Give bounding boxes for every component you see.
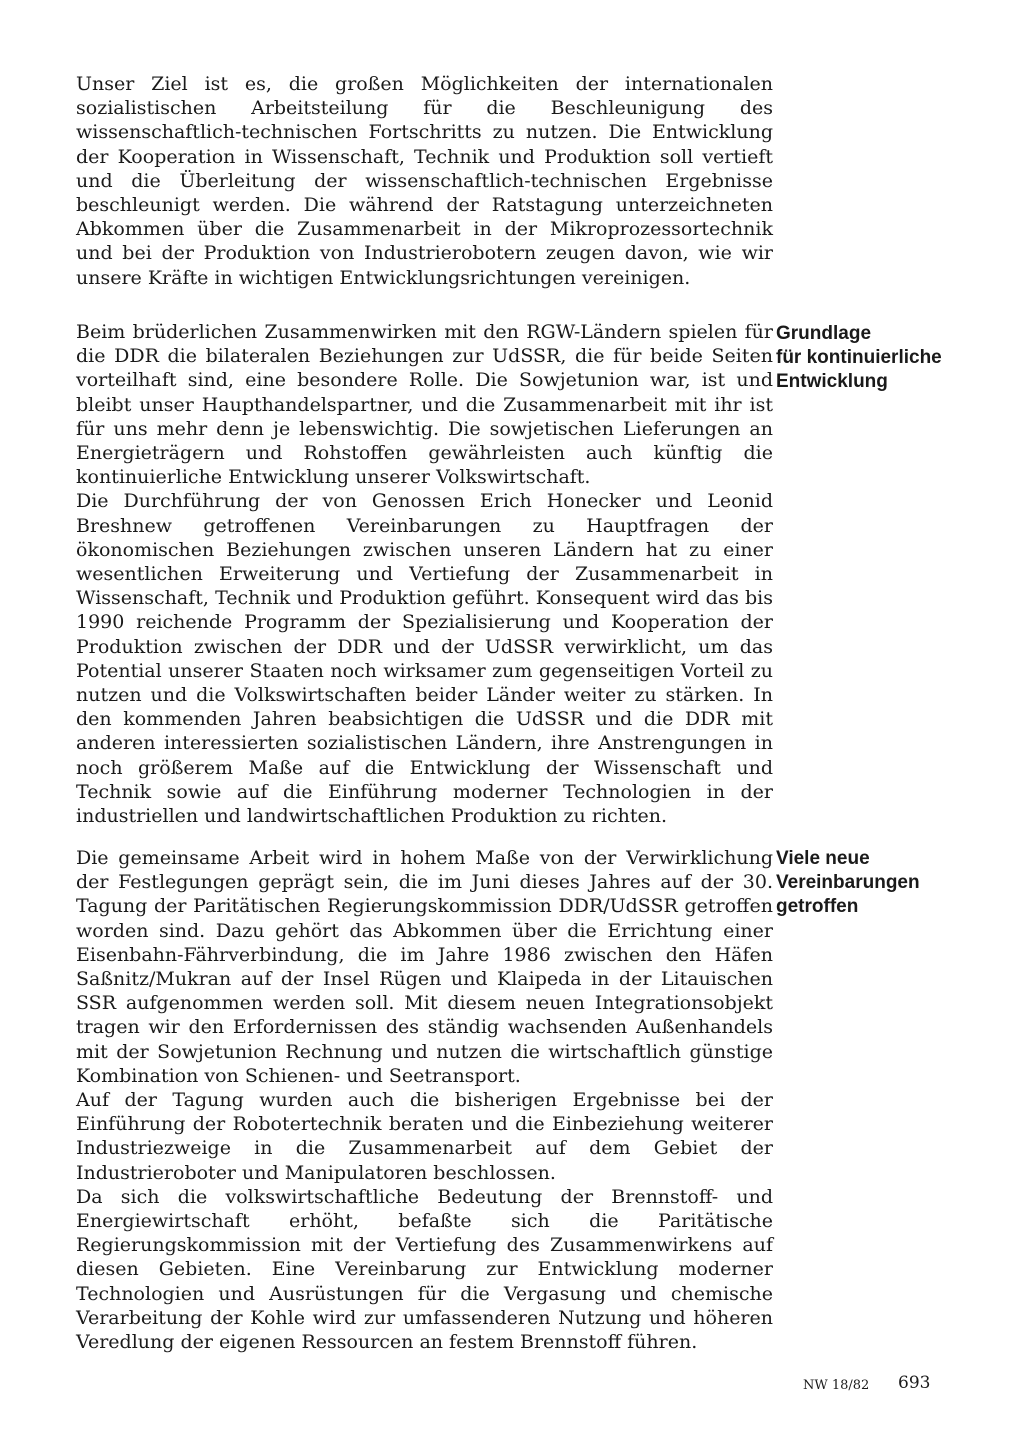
section-3-paragraph-3: Da sich die volkswirtschaftliche Bedeutung der Brennstoff- und Energiewirtschaft erhöht, befaßte sich die Paritätische Regierungskommission mit der Vertiefung des Zusammenwirkens auf diesen Gebieten. Eine Vereinbarung zur Entwicklung moderner Technologien und Ausrüstungen für die Vergasung und chemische Verarbeitung der Kohle wird zur umfassenderen Nutzung und höheren Veredlung der eigenen Ressourcen an festem Brennstoff führen. — [76, 1185, 773, 1354]
page-number: 693 — [898, 1373, 931, 1393]
section-2-heading-line-3: Entwicklung — [776, 371, 888, 392]
section-3-heading-line-3: getroffen — [776, 896, 859, 917]
section-2-paragraph-2: Die Durchführung der von Genossen Erich Honecker und Leonid Breshnew getroffenen Vereinbarungen zu Hauptfragen der ökonomischen Beziehungen zwischen unseren Ländern hat zu einer wesentlichen Erweiterung und Vertiefung der Zusammenarbeit in Wissenschaft, Technik und Produktion geführt. Konsequent wird das bis 1990 reichende Programm der Spezialisierung und Kooperation der Produktion zwischen der DDR und der UdSSR verwirklicht, um das Potential unserer Staaten noch wirksamer zum gegenseitigen Vorteil zu nutzen und die Volkswirtschaften beider Länder weiter zu stärken. In den kommenden Jahren beabsichtigen die UdSSR und die DDR mit anderen interessierten sozialistischen Ländern, ihre Anstrengungen in noch größerem Maße auf die Entwicklung der Wissenschaft und Technik sowie auf die Einführung moderner Technologien in der industriellen und landwirtschaftlichen Produktion zu richten. — [76, 490, 773, 828]
section-2-heading-line-2: für kontinuierliche — [776, 347, 942, 368]
section-1-paragraph-1: Unser Ziel ist es, die großen Möglichkeiten der internationalen sozialistischen Arbeitsteilung für die Beschleunigung des wissenschaftlich-technischen Fortschritts zu nutzen. Die Entwicklung der Kooperation in Wissenschaft, Technik und Produktion soll vertieft und die Überleitung der wissenschaftlich-technischen Ergebnisse beschleunigt werden. Die während der Ratstagung unterzeichneten Abkommen über die Zusammenarbeit in der Mikroprozessortechnik und bei der Produktion von Industrierobotern zeugen davon, wie wir unsere Kräfte in wichtigen Entwicklungsrichtungen vereinigen. — [76, 73, 773, 289]
section-3-margin-heading — [776, 847, 996, 919]
section-3-paragraph-2: Auf der Tagung wurden auch die bisherigen Ergebnisse bei der Einführung der Robotertechnik beraten und die Einbeziehung weiterer Industriezweige in die Zusammenarbeit auf dem Gebiet der Industrieroboter und Manipulatoren beschlossen. — [76, 1089, 773, 1184]
section-3-heading-line-1: Viele neue — [776, 848, 870, 869]
section-2-text — [76, 320, 773, 828]
section-3-text — [76, 846, 773, 1354]
section-1-text — [76, 72, 773, 290]
section-2-margin-heading — [776, 322, 996, 394]
section-2-paragraph-1: Beim brüderlichen Zusammenwirken mit den RGW-Ländern spielen für die DDR die bilateralen Beziehungen zur UdSSR, die für beide Seiten vorteilhaft sind, eine besondere Rolle. Die Sowjetunion war, ist und bleibt unser Haupthandelspartner, und die Zusammenarbeit mit ihr ist für uns mehr denn je lebenswichtig. Die sowjetischen Lieferungen an Energieträgern und Rohstoffen gewährleisten auch künftig die kontinuierliche Entwicklung unserer Volkswirtschaft. — [76, 321, 773, 489]
section-3-paragraph-1: Die gemeinsame Arbeit wird in hohem Maße von der Verwirklichung der Festlegungen geprägt sein, die im Juni dieses Jahres auf der 30. Tagung der Paritätischen Regierungskommission DDR/UdSSR getroffen worden sind. Dazu gehört das Abkommen über die Errichtung einer Eisenbahn-Fährverbindung, die im Jahre 1986 zwischen den Häfen Saßnitz/Mukran auf der Insel Rügen und Klaipeda in der Litauischen SSR aufgenommen werden soll. Mit diesem neuen Integrationsobjekt tragen wir den Erfordernissen des ständig wachsenden Außenhandels mit der Sowjetunion Rechnung und nutzen die wirtschaftlich günstige Kombination von Schienen- und Seetransport. — [76, 847, 773, 1087]
section-3-heading-line-2: Vereinbarungen — [776, 872, 920, 893]
section-2-heading-line-1: Grundlage — [776, 323, 872, 344]
journal-reference: NW 18/82 — [803, 1378, 870, 1393]
